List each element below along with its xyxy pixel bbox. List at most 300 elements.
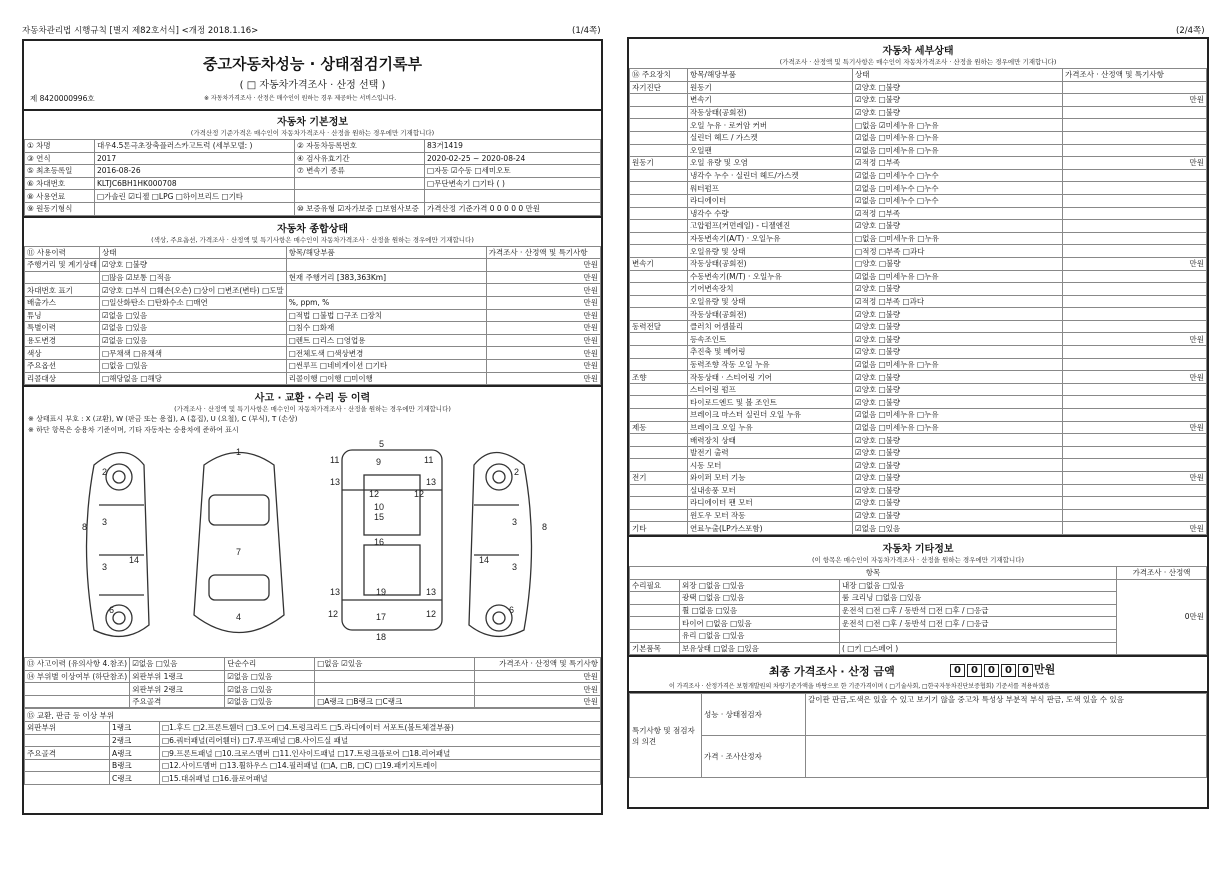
acc-c: ☑없음 □있음	[225, 683, 315, 696]
detail-group	[630, 509, 688, 522]
summary-price: 만원	[486, 271, 600, 284]
summary-label: 주요옵션	[25, 359, 100, 372]
detail-price: 만원	[1063, 371, 1207, 384]
detail-part: 변속기	[688, 94, 853, 107]
detail-state: ☑없음 □미세누유 □누유	[853, 421, 1063, 434]
final-digit: 0	[984, 664, 999, 677]
table-row	[25, 772, 601, 785]
detail-price	[1063, 308, 1207, 321]
svg-text:18: 18	[376, 632, 387, 643]
table-row	[630, 497, 1207, 510]
detail-price	[1063, 220, 1207, 233]
basic-value: □가솔린 ☑디젤 □LPG □하이브리드 □기타	[95, 190, 295, 203]
detail-price	[1063, 396, 1207, 409]
detail-part: 작동상태 · 스티어링 기어	[688, 371, 853, 384]
summary-item: □썬루프 □네비게이션 □기타	[286, 359, 486, 372]
summary-price: 만원	[486, 347, 600, 360]
appraiser-opinion	[806, 736, 1207, 778]
table-row	[25, 165, 601, 178]
remarks-table	[629, 693, 1207, 778]
other-head-item: 항목	[630, 566, 1117, 579]
svg-text:6: 6	[109, 605, 115, 616]
summary-item: 현재 주행거리 [383,363Km]	[286, 271, 486, 284]
page-1	[22, 39, 603, 815]
detail-price	[1063, 358, 1207, 371]
basic-label: ⑤ 최초등록일	[25, 165, 95, 178]
table-row	[25, 322, 601, 335]
summary-label: 색상	[25, 347, 100, 360]
page-2	[627, 37, 1209, 809]
detail-part: 추진축 및 베어링	[688, 346, 853, 359]
svg-text:13: 13	[330, 587, 341, 598]
summary-state: □무채색 □유채색	[99, 347, 286, 360]
acc-d: □A랭크 □B랭크 □C랭크	[315, 695, 475, 708]
svg-text:12: 12	[426, 609, 437, 620]
detail-group	[630, 169, 688, 182]
table-row	[25, 309, 601, 322]
detail-group	[630, 232, 688, 245]
svg-text:4: 4	[236, 612, 242, 623]
svg-text:12: 12	[328, 609, 339, 620]
detail-group	[630, 446, 688, 459]
table-row	[630, 81, 1207, 94]
detail-part: 작동상태(공회전)	[688, 106, 853, 119]
detail-price	[1063, 459, 1207, 472]
basic-label: ⑧ 사용연료	[25, 190, 95, 203]
table-row	[25, 296, 601, 309]
detail-part: 오일팬	[688, 144, 853, 157]
table-row	[630, 169, 1207, 182]
detail-price: 만원	[1063, 257, 1207, 270]
basic-label-2	[295, 177, 425, 190]
parts-rank: 1랭크	[110, 722, 160, 735]
svg-text:3: 3	[102, 517, 108, 528]
detail-state: ☑양호 □불량	[853, 81, 1063, 94]
parts-table	[24, 708, 601, 785]
detail-head-cell: 항목/해당부품	[688, 69, 853, 82]
basic-label: ⑨ 원동기형식	[25, 202, 95, 215]
summary-state: ☑없음 □있음	[99, 322, 286, 335]
detail-part: 오일유량 및 상태	[688, 245, 853, 258]
basic-value: 2017	[95, 152, 295, 165]
detail-group	[630, 346, 688, 359]
basic-value: 2016-08-26	[95, 165, 295, 178]
table-row	[25, 670, 601, 683]
summary-item: □전체도색 □색상변경	[286, 347, 486, 360]
detail-state: ☑양호 □불량	[853, 94, 1063, 107]
table-row	[25, 152, 601, 165]
inspector-opinion: 갈이판 판금,도색은 있을 수 있고 보기기 않을 중고차 특성상 부분적 부식 판금, 도색 있을 수 있음	[806, 694, 1207, 736]
car-right-wheel-front	[486, 464, 512, 490]
svg-text:14: 14	[479, 555, 490, 566]
detail-part: 브레이크 오일 누유	[688, 421, 853, 434]
accident-note: (가격조사 · 산정액 및 특기사항은 매수인이 자동차가격조사 · 산정을 원하는 경우에만 기재합니다)	[174, 405, 451, 414]
svg-text:13: 13	[426, 477, 437, 488]
detail-price	[1063, 169, 1207, 182]
other-b: 룸 크리닝 □없음 □있음	[840, 592, 1117, 605]
parts-group: 외판부위	[25, 722, 110, 735]
detail-state: ☑양호 □불량	[853, 472, 1063, 485]
acc-c: ☑없음 □있음	[225, 670, 315, 683]
summary-state: □해당없음 □해당	[99, 372, 286, 385]
basic-info-title: 자동차 기본정보	[276, 117, 349, 128]
table-row	[630, 409, 1207, 422]
summary-state: □많음 ☑보통 □적음	[99, 271, 286, 284]
acc-label: ⑭ 부위별 이상여부 (하단참조)	[25, 670, 130, 683]
svg-text:14: 14	[129, 555, 140, 566]
detail-state: □없음 □미세누유 □누유	[853, 232, 1063, 245]
detail-part: 냉각수 누수 · 실린더 헤드/가스켓	[688, 169, 853, 182]
basic-value: KLTJC6BH1HK000708	[95, 177, 295, 190]
table-row	[25, 271, 601, 284]
detail-price	[1063, 283, 1207, 296]
table-row	[630, 358, 1207, 371]
table-row	[630, 106, 1207, 119]
detail-price	[1063, 484, 1207, 497]
table-row	[630, 270, 1207, 283]
other-group	[630, 629, 680, 642]
summary-item	[286, 259, 486, 272]
table-row	[630, 308, 1207, 321]
detail-part: 동력조향 작동 오일 누유	[688, 358, 853, 371]
basic-value-2: □자동 ☑수동 □세미오토	[425, 165, 601, 178]
other-note: (이 항목은 매수인이 자동차가격조사 · 산정을 원하는 경우에만 기재합니다)	[811, 555, 1025, 564]
detail-group	[630, 358, 688, 371]
detail-part: 발전기 출력	[688, 446, 853, 459]
acc-price: 만원	[475, 695, 601, 708]
other-b: ( □키 □스페어 )	[840, 642, 1117, 655]
summary-state: ☑없음 □있음	[99, 309, 286, 322]
detail-head-cell: 가격조사 · 산정액 및 특기사항	[1063, 69, 1207, 82]
basic-label-2: ⑩ 보증유형 ☑자가보증 □보험사보증	[295, 202, 425, 215]
summary-state: ☑양호 □불량	[99, 259, 286, 272]
table-row	[630, 383, 1207, 396]
final-digit: 0	[1001, 664, 1016, 677]
table-row	[630, 94, 1207, 107]
final-unit: 만원	[1034, 663, 1056, 677]
detail-state: ☑없음 □미세누수 □누수	[853, 169, 1063, 182]
detail-part: 실린더 헤드 / 가스켓	[688, 131, 853, 144]
detail-group: 자기진단	[630, 81, 688, 94]
detail-state: ☑양호 □불량	[853, 283, 1063, 296]
detail-state: □없음 ☑미세누유 □누유	[853, 119, 1063, 132]
appraiser-label: 가격 · 조사산정자	[702, 736, 806, 778]
summary-head-cell: 항목/해당부품	[286, 246, 486, 259]
other-a: 외장 □없음 □있음	[680, 579, 840, 592]
detail-price	[1063, 119, 1207, 132]
detail-state: ☑없음 □미세누유 □누유	[853, 144, 1063, 157]
summary-label: 주행거리 및 계기상태	[25, 259, 100, 272]
svg-text:3: 3	[512, 517, 518, 528]
summary-price: 만원	[486, 284, 600, 297]
other-a: 유리 □없음 □있음	[680, 629, 840, 642]
summary-item: □적법 □불법 □구조 □장치	[286, 309, 486, 322]
parts-title: ⑮ 교환, 판금 등 이상 부위	[25, 709, 601, 722]
other-b: 내장 □없음 □있음	[840, 579, 1117, 592]
table-row	[630, 69, 1207, 82]
detail-price: 만원	[1063, 472, 1207, 485]
detail-part: 원동기	[688, 81, 853, 94]
detail-price: 만원	[1063, 94, 1207, 107]
summary-price: 만원	[486, 372, 600, 385]
detail-group	[630, 497, 688, 510]
detail-price	[1063, 409, 1207, 422]
other-a: 광택 □없음 □있음	[680, 592, 840, 605]
parts-items: □6.쿼터패널(리어휀더) □7.루프패널 □8.사이드실 패널	[160, 734, 601, 747]
basic-info-table	[24, 139, 601, 216]
final-digit: 0	[967, 664, 982, 677]
summary-table	[24, 246, 601, 386]
detail-group	[630, 459, 688, 472]
detail-group	[630, 194, 688, 207]
table-row	[630, 472, 1207, 485]
other-group: 수리필요	[630, 579, 680, 592]
detail-part: 자동변속기(A/T) · 오일누유	[688, 232, 853, 245]
detail-group	[630, 383, 688, 396]
detail-price	[1063, 270, 1207, 283]
basic-label-2: ② 자동차등록번호	[295, 140, 425, 153]
parts-items: □15.대쉬패널 □16.플로어패널	[160, 772, 601, 785]
car-left-side-outline	[87, 453, 150, 637]
svg-text:3: 3	[102, 562, 108, 573]
detail-price	[1063, 207, 1207, 220]
table-row	[630, 157, 1207, 170]
other-group	[630, 617, 680, 630]
detail-price	[1063, 497, 1207, 510]
detail-group	[630, 434, 688, 447]
page-number-1: (1/4쪽)	[572, 26, 601, 36]
detail-head-cell: ⑯ 주요장치	[630, 69, 688, 82]
detail-group	[630, 308, 688, 321]
summary-state: □일산화탄소 □탄화수소 □매연	[99, 296, 286, 309]
other-group	[630, 592, 680, 605]
detail-state: ☑양호 □불량	[853, 459, 1063, 472]
remarks-label: 특기사항 및 점검자의 의견	[630, 694, 702, 778]
summary-price: 만원	[486, 322, 600, 335]
acc-label	[25, 695, 130, 708]
detail-head-cell: 상태	[853, 69, 1063, 82]
car-top-outline	[194, 453, 284, 633]
detail-group	[630, 144, 688, 157]
svg-text:19: 19	[376, 587, 387, 598]
detail-group	[630, 333, 688, 346]
table-row	[25, 695, 601, 708]
svg-text:6: 6	[509, 605, 515, 616]
detail-group	[630, 484, 688, 497]
table-row	[630, 459, 1207, 472]
table-row	[630, 396, 1207, 409]
detail-part: 라디에이터 팬 모터	[688, 497, 853, 510]
detail-group	[630, 220, 688, 233]
detail-group	[630, 245, 688, 258]
detail-part: 실내송풍 모터	[688, 484, 853, 497]
table-row	[630, 295, 1207, 308]
detail-part: 오일 누유 · 로커암 커버	[688, 119, 853, 132]
detail-group	[630, 283, 688, 296]
detail-price	[1063, 320, 1207, 333]
detail-part: 배력장치 상태	[688, 434, 853, 447]
detail-price	[1063, 182, 1207, 195]
summary-state: □없음 □있음	[99, 359, 286, 372]
detail-group	[630, 270, 688, 283]
acc-d	[315, 683, 475, 696]
acc-price: 가격조사 · 산정액 및 특기사항	[475, 658, 601, 671]
detail-group: 전기	[630, 472, 688, 485]
detail-price	[1063, 509, 1207, 522]
detail-state: ☑없음 □미세누유 □누유	[853, 409, 1063, 422]
car-right-side-outline	[469, 453, 532, 637]
detail-part: 작동상태(공회전)	[688, 308, 853, 321]
table-row	[25, 372, 601, 385]
acc-price: 만원	[475, 670, 601, 683]
table-row	[630, 182, 1207, 195]
detail-price: 만원	[1063, 333, 1207, 346]
detail-price	[1063, 194, 1207, 207]
final-note: 이 가격조사 · 산정가격은 보험개발원의 차량기준가액을 바탕으로 한 기준가격이며 ( □기술사회, □한국자동차진단보증협회) 기준서를 적용하였음	[669, 683, 1050, 691]
summary-price: 만원	[486, 296, 600, 309]
detail-state: ☑적정 □부족	[853, 207, 1063, 220]
detail-price	[1063, 131, 1207, 144]
other-table	[629, 566, 1207, 655]
form-reference: 자동차관리법 시행규칙 [별지 제82호서식] <개정 2018.1.16>	[22, 26, 259, 36]
detail-part: 와이퍼 모터 기능	[688, 472, 853, 485]
parts-rank: 2랭크	[110, 734, 160, 747]
table-row	[630, 194, 1207, 207]
table-row	[25, 683, 601, 696]
detail-part: 오일유량 및 상태	[688, 295, 853, 308]
acc-d: □없음 ☑있음	[315, 658, 475, 671]
svg-text:11: 11	[424, 455, 434, 466]
table-row	[630, 333, 1207, 346]
final-digit: 0	[950, 664, 965, 677]
detail-state: ☑양호 □불량	[853, 383, 1063, 396]
table-row	[630, 421, 1207, 434]
svg-text:17: 17	[376, 612, 387, 623]
detail-group	[630, 295, 688, 308]
svg-text:8: 8	[542, 522, 548, 533]
svg-text:1: 1	[236, 447, 242, 458]
detail-state: ☑적정 □부족	[853, 157, 1063, 170]
parts-items: □9.프론트패널 □10.크로스멤버 □11.인사이드패널 □17.트렁크플로어 □18.리어패널	[160, 747, 601, 760]
basic-label-2: ⑦ 변속기 종류	[295, 165, 425, 178]
table-row	[25, 246, 601, 259]
summary-state: ☑양호 □부식 □훼손(오손) □상이 □변조(변타) □도말	[99, 284, 286, 297]
detail-group: 원동기	[630, 157, 688, 170]
basic-label-2: ④ 검사유효기간	[295, 152, 425, 165]
summary-price: 만원	[486, 309, 600, 322]
acc-b: 주요골격	[130, 695, 225, 708]
table-row	[25, 759, 601, 772]
basic-value-2: 2020-02-25 ~ 2020-08-24	[425, 152, 601, 165]
detail-part: 등속조인트	[688, 333, 853, 346]
table-row	[630, 579, 1207, 592]
summary-item	[286, 284, 486, 297]
page-number-2: (2/4쪽)	[1176, 26, 1205, 36]
svg-text:11: 11	[330, 455, 340, 466]
final-amount	[949, 661, 1055, 677]
detail-state: ☑양호 □불량	[853, 497, 1063, 510]
basic-value: 대우4.5톤극초장축플러스카고트럭 (세부모델: )	[95, 140, 295, 153]
detail-group	[630, 94, 688, 107]
detail-part: 냉각수 수량	[688, 207, 853, 220]
svg-text:13: 13	[426, 587, 437, 598]
summary-price: 만원	[486, 359, 600, 372]
table-row	[25, 177, 601, 190]
detail-part: 타이로드엔드 및 볼 조인트	[688, 396, 853, 409]
svg-text:3: 3	[512, 562, 518, 573]
other-group: 기본품목	[630, 642, 680, 655]
svg-text:13: 13	[330, 477, 341, 488]
summary-label: 용도변경	[25, 334, 100, 347]
detail-price: 만원	[1063, 421, 1207, 434]
summary-label	[25, 271, 100, 284]
detail-price	[1063, 232, 1207, 245]
detail-state: ☑없음 □미세누수 □누수	[853, 182, 1063, 195]
table-row	[630, 245, 1207, 258]
detail-group	[630, 409, 688, 422]
summary-note: (색상, 주요옵션, 가격조사 · 산정액 및 특기사항은 매수인이 자동차가격조사 · 산정을 원하는 경우에만 기재합니다)	[151, 235, 474, 244]
summary-head-cell: 가격조사 · 산정액 및 특기사항	[486, 246, 600, 259]
detail-group	[630, 396, 688, 409]
table-row	[630, 257, 1207, 270]
detail-price	[1063, 295, 1207, 308]
table-row	[630, 220, 1207, 233]
detail-part: 기어변속장치	[688, 283, 853, 296]
detail-state: ☑양호 □불량	[853, 346, 1063, 359]
other-b: 운전석 □전 □후 / 동반석 □전 □후 / □응급	[840, 617, 1117, 630]
table-row	[630, 484, 1207, 497]
table-row	[25, 190, 601, 203]
summary-label: 튜닝	[25, 309, 100, 322]
document-number: 제 8420000996호	[30, 94, 95, 103]
detail-state: ☑양호 □불량	[853, 308, 1063, 321]
detail-group	[630, 131, 688, 144]
table-row	[630, 131, 1207, 144]
detail-note: (가격조사 · 산정액 및 특기사항은 매수인이 자동차가격조사 · 산정을 원하는 경우에만 기재합니다)	[779, 58, 1057, 66]
basic-label: ① 차명	[25, 140, 95, 153]
detail-state: ☑양호 □불량	[853, 320, 1063, 333]
acc-b: 외판부위 1랭크	[130, 670, 225, 683]
parts-rank: C랭크	[110, 772, 160, 785]
detail-price	[1063, 81, 1207, 94]
summary-item: □렌트 □리스 □영업용	[286, 334, 486, 347]
svg-text:16: 16	[374, 537, 385, 548]
parts-items: □12.사이드멤버 □13.휠하우스 □14.필러패널 (□A, □B, □C) □19.패키지트레이	[160, 759, 601, 772]
detail-state: ☑없음 □미세누유 □누유	[853, 270, 1063, 283]
summary-head-cell: 상태	[99, 246, 286, 259]
table-row	[25, 747, 601, 760]
detail-group: 동력전달	[630, 320, 688, 333]
svg-text:10: 10	[374, 502, 385, 513]
other-a: 타이어 □없음 □있음	[680, 617, 840, 630]
detail-part: 작동상태(공회전)	[688, 257, 853, 270]
detail-part: 클러치 어셈블리	[688, 320, 853, 333]
summary-label: 리콜대상	[25, 372, 100, 385]
detail-price	[1063, 245, 1207, 258]
acc-d	[315, 670, 475, 683]
detail-part: 오일 유량 및 오염	[688, 157, 853, 170]
other-a: 휠 □없음 □있음	[680, 604, 840, 617]
detail-price	[1063, 434, 1207, 447]
summary-head-cell: ⑪ 사용이력	[25, 246, 100, 259]
detail-part: 윈도우 모터 작동	[688, 509, 853, 522]
parts-group	[25, 759, 110, 772]
basic-value-2	[425, 190, 601, 203]
basic-value-2: □무단변속기 □기타 ( )	[425, 177, 601, 190]
other-b: 운전석 □전 □후 / 동반석 □전 □후 / □응급	[840, 604, 1117, 617]
detail-price	[1063, 106, 1207, 119]
detail-part: 시동 모터	[688, 459, 853, 472]
